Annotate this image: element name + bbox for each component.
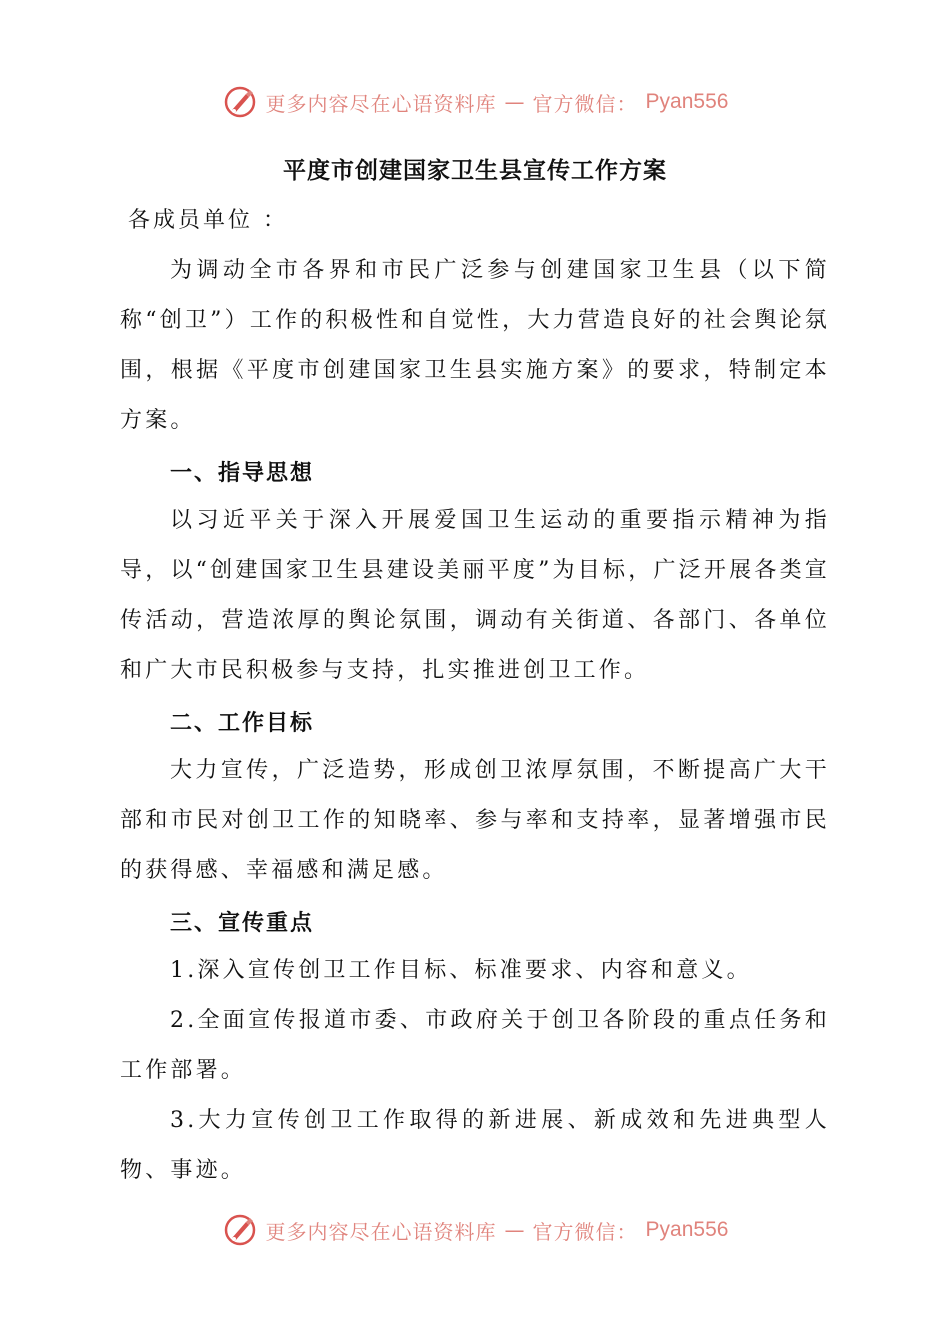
list-item: 1.深入宣传创卫工作目标、标准要求、内容和意义。 [170, 958, 752, 983]
watermark-label: 官方微信： [532, 1219, 638, 1244]
salutation: 各成员单位 ： [128, 208, 288, 233]
watermark-header [0, 82, 950, 122]
watermark-label: 官方微信： [532, 91, 638, 116]
section-paragraph: 以习近平关于深入开展爱国卫生运动的重要指示精神为指导，以“创建国家卫生县建设美丽平度”为目标，广泛开展各类宣传活动，营造浓厚的舆论氛围，调动有关街道、各部门、各单位和广大市民积极参与支持，扎实推进创卫工作。 [120, 508, 830, 683]
watermark-separator: — [504, 1218, 525, 1242]
watermark-account: Pyan556 [645, 1218, 729, 1241]
watermark-brand: 更多内容尽在心语资料库 [265, 91, 497, 116]
intro-paragraph: 为调动全市各界和市民广泛参与创建国家卫生县（以下简称“创卫”）工作的积极性和自觉性，大力营造良好的社会舆论氛围，根据《平度市创建国家卫生县实施方案》的要求，特制定本方案。 [120, 258, 830, 433]
watermark-account: Pyan556 [645, 90, 729, 113]
section-heading: 一、指导思想 [170, 461, 315, 486]
watermark-separator: — [504, 90, 525, 114]
section-paragraph: 大力宣传，广泛造势，形成创卫浓厚氛围，不断提高广大干部和市民对创卫工作的知晓率、参与率和支持率，显著增强市民的获得感、幸福感和满足感。 [120, 758, 830, 883]
pen-logo-icon [222, 84, 258, 120]
watermark-footer [0, 1210, 950, 1250]
list-item: 3.大力宣传创卫工作取得的新进展、新成效和先进典型人物、事迹。 [120, 1108, 830, 1183]
list-item: 2.全面宣传报道市委、市政府关于创卫各阶段的重点任务和工作部署。 [120, 1008, 830, 1083]
section-heading: 二、工作目标 [170, 711, 315, 736]
watermark-brand: 更多内容尽在心语资料库 [265, 1219, 497, 1244]
section-heading: 三、宣传重点 [170, 911, 315, 936]
pen-logo-icon [222, 1212, 258, 1248]
document-title: 平度市创建国家卫生县宣传工作方案 [283, 158, 667, 184]
